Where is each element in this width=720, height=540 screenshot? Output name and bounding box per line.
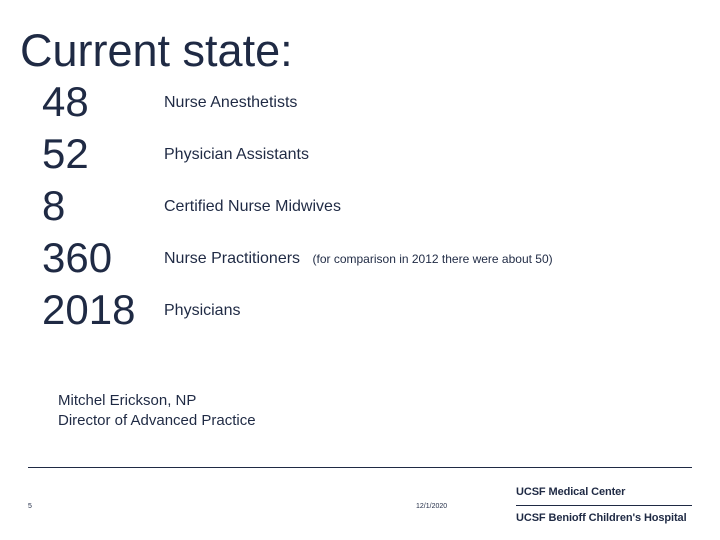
stat-label-text: Certified Nurse Midwives: [164, 198, 341, 215]
stat-label-text: Nurse Practitioners: [164, 250, 301, 267]
footer-date: 12/1/2020: [416, 503, 448, 510]
stat-label-text: Nurse Anesthetists: [164, 94, 298, 111]
stat-row: [0, 284, 720, 336]
stat-label: [164, 93, 297, 113]
stat-label-text: Physicians: [164, 302, 241, 319]
stat-row: [0, 128, 720, 180]
stat-row: [0, 180, 720, 232]
stat-row: [0, 76, 720, 128]
page-title: Current state:: [20, 25, 293, 76]
stat-number: 8: [42, 182, 66, 229]
stat-number: 2018: [42, 286, 136, 333]
stat-number: 52: [42, 130, 89, 177]
logo-medical-center: UCSF Medical Center: [516, 486, 626, 498]
stat-note: (for comparison in 2012 there were about 50): [312, 252, 553, 266]
stat-label: [164, 145, 309, 165]
logo-childrens-hospital: UCSF Benioff Children's Hospital: [516, 512, 687, 524]
signature-name: Mitchel Erickson, NP: [58, 392, 197, 409]
stat-row: [0, 232, 720, 284]
stat-number: 360: [42, 234, 113, 281]
page-number: 5: [28, 503, 32, 510]
stat-label: [164, 197, 341, 217]
logo-divider: [516, 505, 692, 506]
stat-label: [164, 301, 240, 321]
stat-label: [164, 249, 553, 269]
signature-role: Director of Advanced Practice: [58, 412, 256, 429]
stat-number: 48: [42, 78, 89, 125]
stat-label-text: Physician Assistants: [164, 146, 309, 163]
signature-block: [58, 391, 256, 431]
footer-divider: [28, 467, 692, 468]
